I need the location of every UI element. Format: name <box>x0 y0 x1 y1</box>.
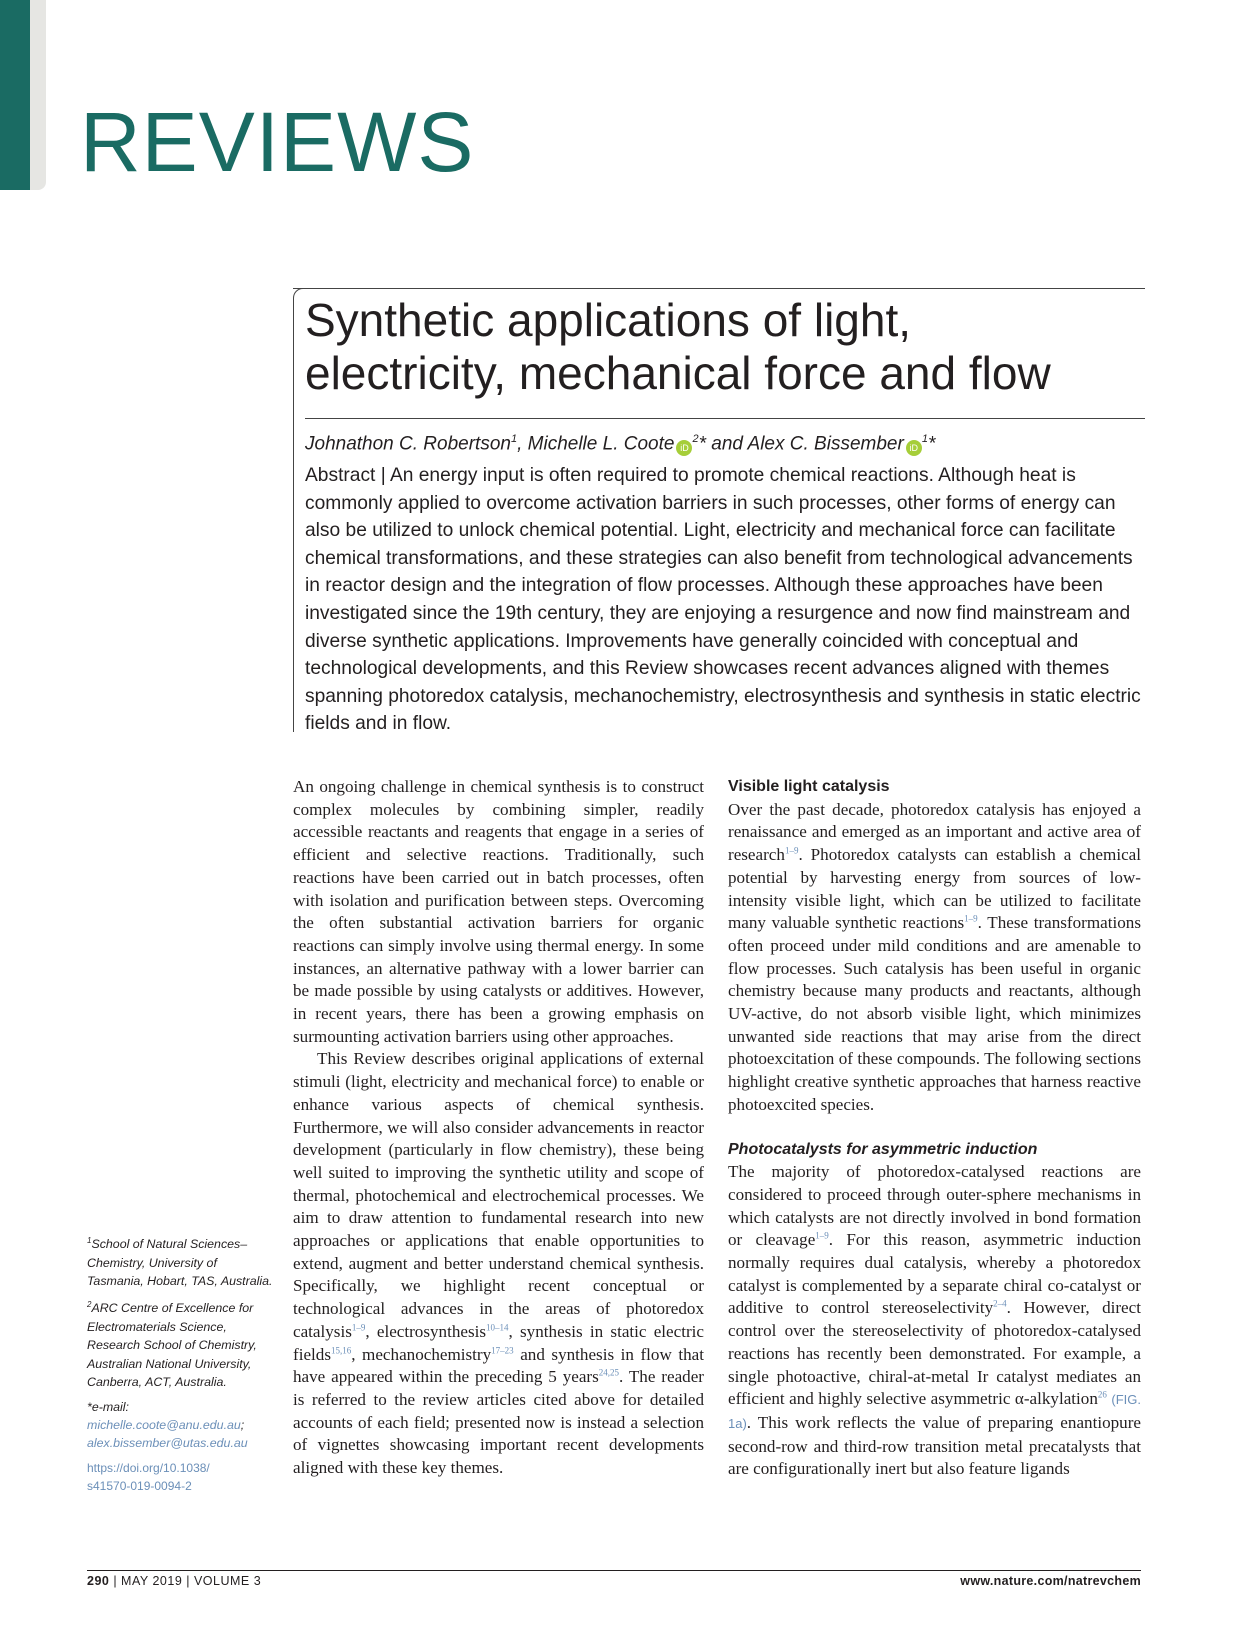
email-label: *e-mail: <box>87 1399 129 1414</box>
paragraph <box>293 1048 704 1479</box>
citation-link[interactable]: 10–14 <box>486 1322 509 1333</box>
figure-link[interactable]: (FIG. 1a) <box>728 1392 1141 1431</box>
citation-link[interactable]: 1–9 <box>815 1230 829 1241</box>
text-run: , electrosynthesis <box>365 1321 487 1341</box>
affiliations <box>87 1232 277 1501</box>
text-run: . The reader is referred to the review articles cited above for detailed accounts of each field; presented now is instead a selection of vignettes showcasing important recent developments aligned with these key themes. <box>293 1367 704 1478</box>
citation-link[interactable]: 1–9 <box>351 1322 366 1333</box>
body-column-1 <box>293 776 704 1480</box>
citation-link[interactable]: 17–23 <box>491 1344 514 1355</box>
paragraph: An ongoing challenge in chemical synthesis is to construct complex molecules by combining simpler, readily accessible reactants and reagents that engage in a series of efficient and selective reactions. Traditionally, such reactions have been carried out in batch processes, often with isolation and purification between steps. Overcoming the often substantial activation barriers for organic reactions can simply involve using thermal energy. In some instances, an alternative pathway with a lower barrier can be made possible by using catalysts or additives. However, in recent years, there has been a growing emphasis on surmounting activation barriers using other approaches. <box>293 777 704 1046</box>
section-heading: Visible light catalysis <box>728 778 890 795</box>
footer-issue-info <box>87 1574 261 1588</box>
text-run: The majority of photoredox-catalysed reactions are considered to proceed through outer-sphere mechanisms in which catalysts are not directly involved in bond formation or cleavage <box>728 1162 1141 1250</box>
affiliation-marker: 2 <box>87 1300 92 1310</box>
affiliation-text: ARC Centre of Excellence for Electromaterials Science, Research School of Chemistry, Australian National University, Canberra, ACT, Australia. <box>87 1301 257 1390</box>
issue-info: | MAY 2019 | VOLUME 3 <box>109 1574 262 1588</box>
accent-bar <box>0 0 30 190</box>
text-run: , synthesis in static electric fields <box>293 1321 704 1364</box>
author-name[interactable]: Alex C. Bissember <box>747 433 904 455</box>
citation-link[interactable]: 26 <box>1097 1389 1107 1400</box>
title-line-1: Synthetic applications of light, <box>305 294 912 346</box>
text-run: . However, direct control over the stereoselectivity of photoredox-catalysed reactions has recently been demonstrated. For example, a single photoactive, chiral-at-metal Ir catalyst mediates an efficient and highly selective asymmetric α-alkylation <box>728 1298 1141 1409</box>
text-run: . These transformations often proceed under mild conditions and are amenable to flow processes. Such catalysis has been useful in organic chemistry because many products and reactants, although UV-active, do not absorb visible light, which minimizes unwanted side reactions that may arise from the direct photoexcitation of these compounds. The following sections highlight creative synthetic approaches that harness reactive photoexcited species. <box>728 913 1141 1114</box>
title-top-rule <box>293 288 1145 289</box>
author-list <box>305 425 1145 458</box>
affiliation-marker: 1 <box>510 433 518 445</box>
citation-link[interactable]: 15,16 <box>330 1344 352 1355</box>
affiliation-text: School of Natural Sciences–Chemistry, University of Tasmania, Hobart, TAS, Australia. <box>87 1237 273 1288</box>
text-run: . For this reason, asymmetric induction normally requires dual catalysis, whereby a photoredox catalyst is complemented by a separate chiral co-catalyst or additive to control stereoselectivity <box>728 1230 1141 1318</box>
text-run: . Photoredox catalysts can establish a chemical potential by harvesting energy from sources of low-intensity visible light, which can be utilized to facilitate many valuable synthetic reactions <box>728 845 1141 933</box>
orcid-icon[interactable]: iD <box>906 440 922 456</box>
affiliation-marker: 1 <box>921 433 928 445</box>
orcid-icon[interactable]: iD <box>676 440 692 456</box>
text-run: , mechanochemistry <box>351 1344 492 1364</box>
email-link[interactable]: alex.bissember@utas.edu.au <box>87 1436 248 1451</box>
paragraph <box>728 799 1141 1117</box>
journal-url[interactable]: www.nature.com/natrevchem <box>960 1574 1141 1588</box>
section-label: REVIEWS <box>80 95 475 189</box>
email-separator: ; <box>240 1417 245 1432</box>
email-link[interactable]: michelle.coote@anu.edu.au <box>87 1417 241 1432</box>
doi-line: s41570-019-0094-2 <box>87 1478 192 1493</box>
subsection-heading: Photocatalysts for asymmetric induction <box>728 1140 1038 1158</box>
citation-link[interactable]: 24,25 <box>598 1367 620 1378</box>
affiliation <box>87 1296 277 1391</box>
article-title <box>305 294 1145 400</box>
author-separator: * and <box>698 433 748 455</box>
affiliation <box>87 1232 277 1290</box>
doi-line: https://doi.org/10.1038/ <box>87 1460 210 1475</box>
author-separator: , <box>517 433 528 455</box>
text-run: This Review describes original applications of external stimuli (light, electricity and mechanical force) to enable or enhance various aspects of chemical synthesis. Furthermore, we will also consider advancements in reactor development (particularly in flow chemistry), these being well suited to improving the synthetic utility and scope of thermal, photochemical and electrochemical processes. We aim to draw attention to fundamental research into new approaches or applications that enable opportunities to extend, augment and better understand chemical synthesis. Specifically, we highlight recent conceptual or technological advances in the areas of photoredox catalysis <box>293 1049 704 1341</box>
title-bottom-rule <box>305 418 1145 419</box>
citation-link[interactable]: 1–9 <box>784 845 799 856</box>
doi-link[interactable] <box>87 1459 277 1495</box>
affiliation-marker: 2 <box>692 433 699 445</box>
citation-link[interactable]: 1–9 <box>964 913 978 924</box>
contact-email <box>87 1398 277 1453</box>
author-name[interactable]: Johnathon C. Robertson <box>305 433 511 455</box>
page-number: 290 <box>87 1574 110 1588</box>
footer-rule <box>87 1570 1141 1571</box>
affiliation-marker: 1 <box>87 1236 92 1245</box>
author-name[interactable]: Michelle L. Coote <box>527 433 675 455</box>
title-side-rule <box>293 300 294 732</box>
title-line-2: electricity, mechanical force and flow <box>305 347 1051 399</box>
accent-bar-shadow <box>30 0 46 190</box>
text-run: and synthesis in flow that have appeared within the preceding 5 years <box>293 1344 704 1387</box>
corresponding-marker: * <box>927 433 936 455</box>
body-column-2 <box>728 776 1141 1481</box>
paragraph <box>728 1161 1141 1481</box>
abstract: Abstract | An energy input is often required to promote chemical reactions. Although heat is commonly applied to overcome activation barriers in such processes, other forms of energy can also be utilized to unlock chemical potential. Light, electricity and mechanical force can facilitate chemical transformations, and these strategies can also benefit from technological advancements in reactor design and the integration of flow processes. Although these approaches have been investigated since the 19th century, they are enjoying a resurgence and now find mainstream and diverse synthetic applications. Improvements have generally coincided with conceptual and technological developments, and this Review showcases recent advances aligned with themes spanning photoredox catalysis, mechanochemistry, electrosynthesis and synthesis in static electric fields and in flow. <box>305 465 1141 735</box>
text-run: Over the past decade, photoredox catalysis has enjoyed a renaissance and emerged as an important and active area of research <box>728 799 1141 865</box>
text-run: . This work reflects the value of preparing enantiopure second-row and third-row transition metal precatalysts that are configurationally inert but also feature ligands <box>728 1412 1141 1479</box>
citation-link[interactable]: 2–4 <box>993 1298 1007 1309</box>
